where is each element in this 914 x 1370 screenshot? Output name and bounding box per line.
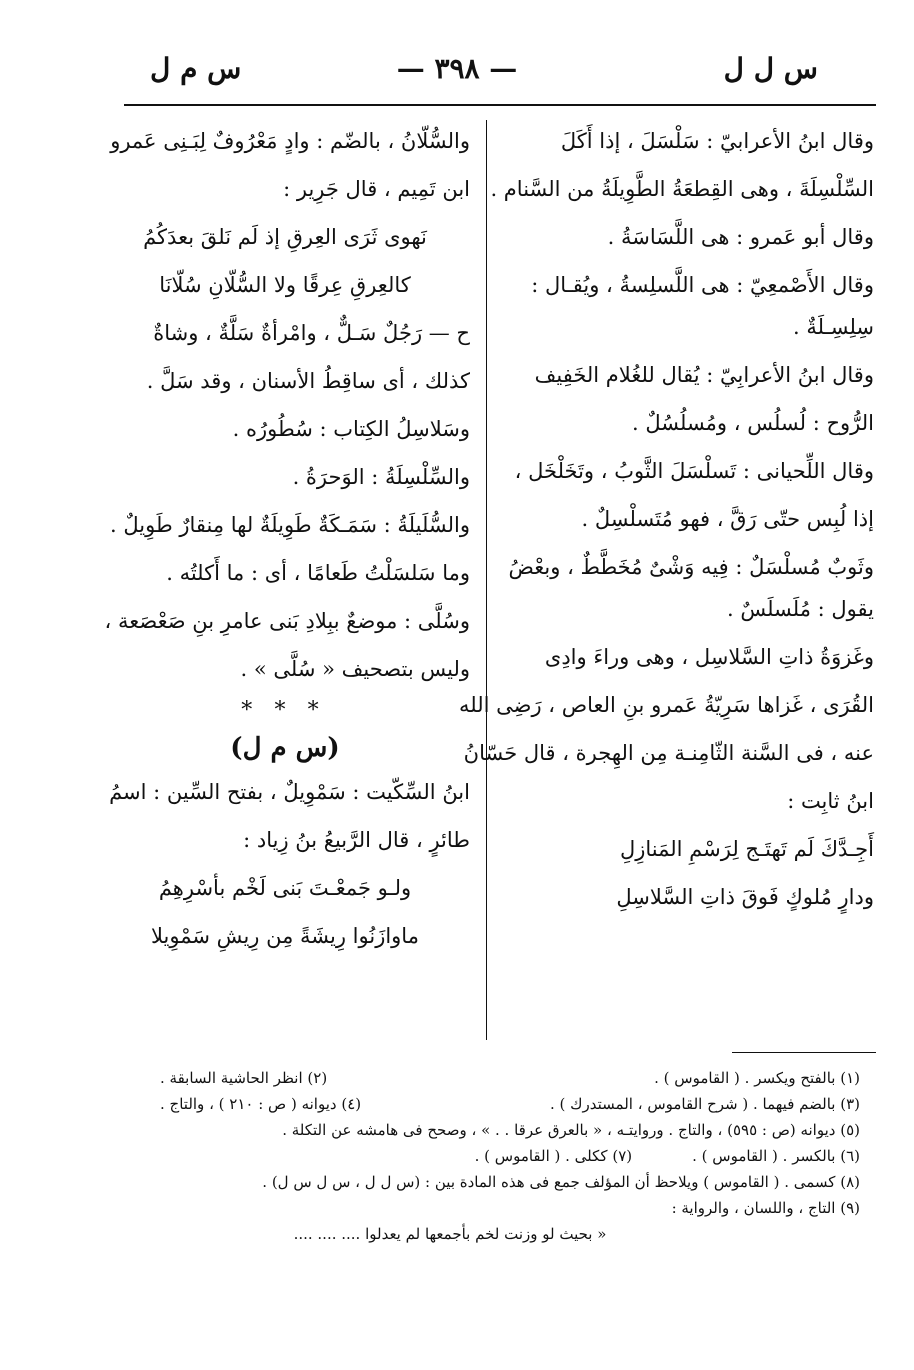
text-line: وقال الأَصْمعِيّ : هى اللَّسلِسةُ ، ويُقـال : [531, 273, 874, 297]
header-right-root: س ل ل [723, 52, 818, 85]
text-line: وليس بتصحيف « سُلَّى » . [240, 657, 470, 681]
text-line: وقال اللِّحيانى : تَسلْسَلَ الثَّوبُ ، وتَخَلْخَل ، [514, 459, 874, 483]
text-line: إذا لُبِس حتّى رَقَّ ، فهو مُتَسلْسِلٌ . [581, 507, 874, 531]
verse-line: أَجِـدَّكَ لَم تَهتَـج لِرَسْمِ المَنازِلِ [619, 837, 874, 861]
footnote-row [160, 1146, 860, 1172]
footnote: (٩) التاج ، واللسان ، والرواية : [671, 1199, 860, 1217]
verse-line: كالعِرقِ عِرقًا ولا السُّلّانِ سُلّانَا [159, 273, 411, 297]
text-line: سِلِسِـلَةٌ . [793, 315, 874, 339]
text-line: الرُّوح : لُسلُس ، ومُسلُسُلٌ . [632, 411, 874, 435]
text-line: يقول : مُلَسلَسٌ . [726, 597, 874, 621]
text-line: طائرٍ ، قال الرَّبيعُ بنُ زِياد : [243, 828, 470, 852]
column-divider [486, 120, 487, 1040]
text-line: وقال أبو عَمرو : هى اللَّسَاسَةُ . [607, 225, 874, 249]
verse-line: ولـو جَمعْـتَ بَنى لَخْم بأسْرِهِمُ [158, 876, 412, 900]
footnote: (٢) انظر الحاشية السابقة . [160, 1069, 328, 1087]
text-line: ابنُ ثابِت : [787, 789, 874, 813]
footnote: (٦) بالكسر . ( القاموس ) . [692, 1147, 860, 1165]
footnote: (٨) كسمى . ( القاموس ) ويلاحظ أن المؤلف جمع فى هذه المادة بين : (س ل ل ، س ل س ل) . [262, 1173, 860, 1191]
verse-line: ودارٍ مُلوكٍ فَوقَ ذاتِ السَّلاسِلِ [616, 885, 874, 909]
verse-line: ماوازَنُوا رِيشَةً مِن رِيشِ سَمْوِيلا [151, 924, 419, 948]
text-line: وسَلاسِلُ الكِتاب : سُطُورُه . [232, 417, 470, 441]
section-separator: * * * [241, 698, 329, 723]
text-line: ابن تَمِيم ، قال جَرِير : [283, 177, 470, 201]
left-column [100, 128, 470, 971]
footnote: (١) بالفتح ويكسر . ( القاموس ) . [654, 1069, 860, 1087]
text-line: وقال ابنُ الأعرابيّ : سَلْسَلَ ، إذا أَكَلَ [560, 129, 874, 153]
footnote-row [160, 1094, 860, 1120]
verse-line: نَهوى ثَرَى العِرقِ إذ لَم نَلقَ بعدَكُمُ [143, 225, 427, 249]
page-number: — ٣٩٨ — [396, 52, 518, 85]
footnote-rule [732, 1052, 876, 1053]
footnote: (٣) بالضم فيهما . ( شرح القاموس ، المستدرك ) . [549, 1095, 860, 1113]
text-line: والسُّلَيلَةُ : سَمَـكَةٌ طَوِيلَةٌ لها مِنقارٌ طَوِيلٌ . [110, 513, 470, 537]
text-line: وسُلَّى : موضعٌ ببِلادِ بَنى عامرِ بنِ صَعْصَعة ، [104, 609, 470, 633]
text-line: ابنُ السِّكّيت : سَمْوِيلٌ ، بفتح السِّين : اسمُ [109, 780, 470, 804]
footnotes [160, 1068, 860, 1250]
footnote-quote: « بحيث لو وزنت لخم بأجمعها لم يعدلوا .... .... .... [293, 1225, 607, 1243]
text-line: وقال ابنُ الأعرابِيّ : يُقال للغُلام الخَفِيف [534, 363, 874, 387]
header-left-root: س م ل [150, 52, 242, 85]
text-line: عنه ، فى السَّنة الثّامِنـة مِن الهِجرة ، قال حَسّانُ [463, 741, 874, 765]
footnote: (٤) ديوانه ( ص : ٢١٠ ) ، والتاج . [160, 1095, 362, 1113]
text-line: القُرَى ، غَزاها سَرِيّةُ عَمرو بنِ العاص ، رَضِى الله [459, 693, 874, 717]
header-rule [124, 104, 876, 106]
footnote-row [160, 1068, 860, 1094]
text-line: وغَزوَةُ ذاتِ السَّلاسِل ، وهى وراءَ وادِى [544, 645, 874, 669]
text-line: كذلك ، أى ساقِطُ الأسنان ، وقد سَلَّ . [146, 369, 470, 393]
text-line: والسِّلْسِلَةُ : الوَحرَةُ . [292, 465, 470, 489]
text-line: وثَوبٌ مُسلْسَلٌ : فِيه وَشْىٌ مُخَطَّطٌ ، وبعْضُ [508, 555, 874, 579]
text-line: وما سَلسَلْتُ طَعامًا ، أى : ما أَكلتُه . [166, 561, 470, 585]
text-line: والسُّلّانُ ، بالضّم : وادٍ مَعْرُوفٌ لِبَـنِى عَمرو [110, 129, 470, 153]
footnote: (٧) ككلى . ( القاموس ) . [474, 1147, 633, 1165]
footnote: (٥) ديوانه (ص : ٥٩٥) ، والتاج . وروايتـه ، « بالعرق عرقا . . » ، وصحح فى هامشه عن التكلة . [282, 1121, 860, 1139]
text-line: ح — رَجُلٌ سَـلٌّ ، وامْرأةٌ سَلَّةٌ ، وشاةٌ [153, 321, 470, 345]
text-line: السِّلْسِلَةَ ، وهى القِطعَةُ الطَّوِيلَةُ من السَّنام . [490, 177, 874, 201]
right-column [459, 128, 874, 932]
section-title: (س م ل) [230, 733, 340, 763]
